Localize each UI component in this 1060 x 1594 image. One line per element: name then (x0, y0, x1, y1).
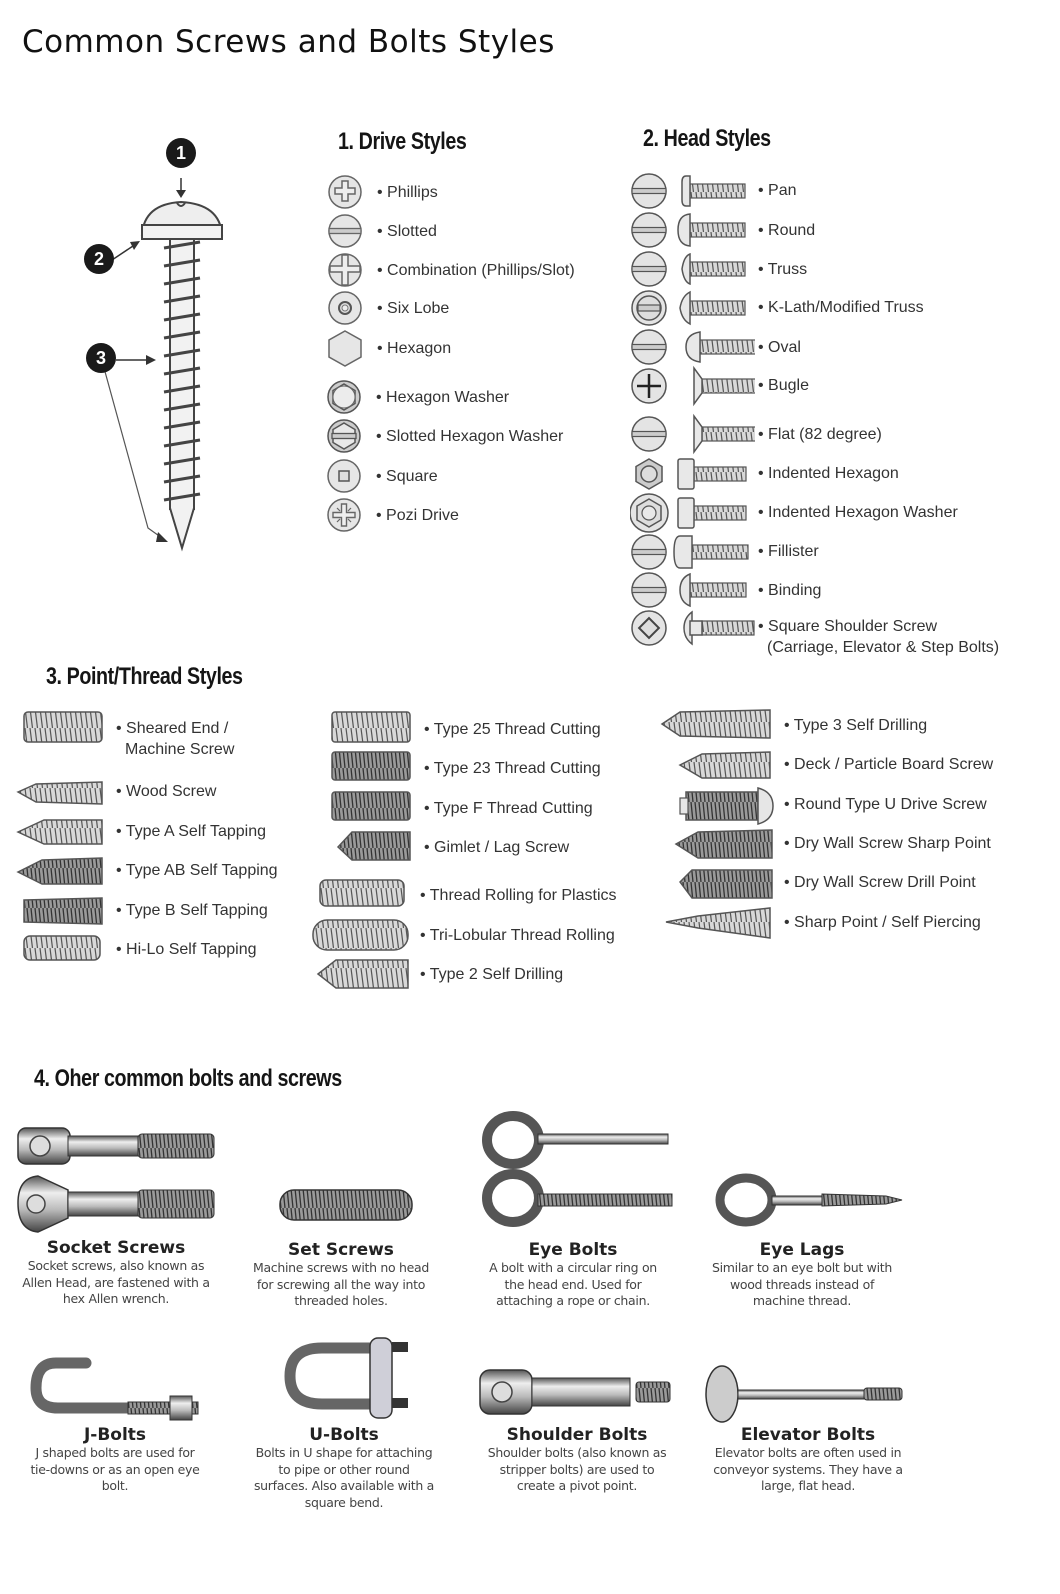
card-u-bolts: U-Bolts Bolts in U shape for attaching to pipe or other round surfaces. Also available with a square bend. (253, 1425, 435, 1510)
drive-item-pozi: • Pozi Drive (326, 497, 459, 533)
head-style-icons (630, 172, 755, 652)
card-shoulder-bolts: Shoulder Bolts Shoulder bolts (also known as stripper bolts) are used to create a pivot point. (487, 1425, 667, 1493)
point-item-type-b: • Type B Self Tapping (116, 900, 268, 921)
point-item-tri-lobular: • Tri-Lobular Thread Rolling (420, 925, 615, 946)
point-item-type-a: • Type A Self Tapping (116, 821, 266, 842)
head-item-round: • Round (758, 220, 815, 241)
section-title-other-bolts: 4. Oher common bolts and screws (34, 1065, 342, 1092)
head-item-oval: • Oval (758, 337, 801, 358)
head-item-fillister: • Fillister (758, 541, 819, 562)
pozi-drive-icon (326, 497, 362, 533)
point-item-type-2-self-drilling: • Type 2 Self Drilling (420, 964, 563, 985)
point-item-dry-wall-sharp: • Dry Wall Screw Sharp Point (784, 833, 991, 854)
hexagon-drive-icon (327, 329, 363, 367)
combination-drive-icon (327, 252, 363, 288)
card-j-bolts: J-Bolts J shaped bolts are used for tie-downs or as an open eye bolt. (30, 1425, 200, 1493)
card-eye-lags: Eye Lags Similar to an eye bolt but with wood threads instead of machine thread. (711, 1240, 892, 1308)
point-item-type-23: • Type 23 Thread Cutting (424, 758, 601, 779)
callout-badge-3: 3 (86, 343, 116, 373)
head-item-k-lath: • K-Lath/Modified Truss (758, 297, 924, 318)
point-item-gimlet-lag: • Gimlet / Lag Screw (424, 837, 569, 858)
point-item-round-type-u: • Round Type U Drive Screw (784, 794, 987, 815)
point-item-sharp-self-piercing: • Sharp Point / Self Piercing (784, 912, 981, 933)
point-item-deck-particle-board: • Deck / Particle Board Screw (784, 754, 993, 775)
head-item-square-shoulder: • Square Shoulder Screw (Carriage, Elevator & Step Bolts) (758, 616, 999, 658)
hexagon-washer-drive-icon (326, 379, 362, 415)
section-title-drive-styles: 1. Drive Styles (338, 128, 467, 155)
card-socket-screws: Socket Screws Socket screws, also known as Allen Head, are fastened with a hex Allen wrench. (22, 1238, 210, 1306)
head-item-indented-hexagon-washer: • Indented Hexagon Washer (758, 502, 958, 523)
drive-item-six-lobe: • Six Lobe (327, 290, 449, 326)
drive-item-hexagon-washer: • Hexagon Washer (326, 379, 509, 415)
callout-badge-2: 2 (84, 244, 114, 274)
square-drive-icon (326, 458, 362, 494)
point-col1-icons (14, 708, 109, 968)
drive-item-slotted-hexagon-washer: • Slotted Hexagon Washer (326, 418, 563, 454)
point-item-type-3-self-drilling: • Type 3 Self Drilling (784, 715, 927, 736)
drive-item-phillips: • Phillips (327, 174, 438, 210)
slotted-drive-icon (327, 213, 363, 249)
card-elevator-bolts: Elevator Bolts Elevator bolts are often used in conveyor systems. They have a large, flat head. (713, 1425, 903, 1493)
head-item-indented-hexagon: • Indented Hexagon (758, 463, 899, 484)
point-item-dry-wall-drill: • Dry Wall Screw Drill Point (784, 872, 976, 893)
six-lobe-drive-icon (327, 290, 363, 326)
point-item-type-25: • Type 25 Thread Cutting (424, 719, 601, 740)
point-item-sheared-end: • Sheared End / Machine Screw (116, 718, 234, 760)
drive-item-slotted: • Slotted (327, 213, 437, 249)
slotted-hexagon-washer-drive-icon (326, 418, 362, 454)
head-item-flat: • Flat (82 degree) (758, 424, 882, 445)
head-item-pan: • Pan (758, 180, 797, 201)
screw-anatomy-diagram (60, 130, 260, 560)
section-title-head-styles: 2. Head Styles (643, 125, 771, 152)
phillips-drive-icon (327, 174, 363, 210)
point-item-type-f: • Type F Thread Cutting (424, 798, 593, 819)
drive-item-hexagon: • Hexagon (327, 329, 451, 367)
point-col2-icons (310, 708, 415, 998)
card-set-screws: Set Screws Machine screws with no head for screwing all the way into threaded holes. (252, 1240, 430, 1308)
drive-item-square: • Square (326, 458, 438, 494)
head-item-bugle: • Bugle (758, 375, 809, 396)
point-item-thread-rolling-plastics: • Thread Rolling for Plastics (420, 885, 617, 906)
page-title: Common Screws and Bolts Styles (22, 24, 555, 60)
section-title-point-thread-styles: 3. Point/Thread Styles (46, 663, 243, 690)
point-item-type-ab: • Type AB Self Tapping (116, 860, 278, 881)
head-item-binding: • Binding (758, 580, 821, 601)
card-eye-bolts: Eye Bolts A bolt with a circular ring on the head end. Used for attaching a rope or chain. (489, 1240, 657, 1308)
head-item-truss: • Truss (758, 259, 807, 280)
callout-badge-1: 1 (166, 138, 196, 168)
point-item-wood-screw: • Wood Screw (116, 781, 216, 802)
drive-item-combination: • Combination (Phillips/Slot) (327, 252, 575, 288)
point-col3-icons (658, 702, 778, 947)
point-item-hi-lo: • Hi-Lo Self Tapping (116, 939, 257, 960)
